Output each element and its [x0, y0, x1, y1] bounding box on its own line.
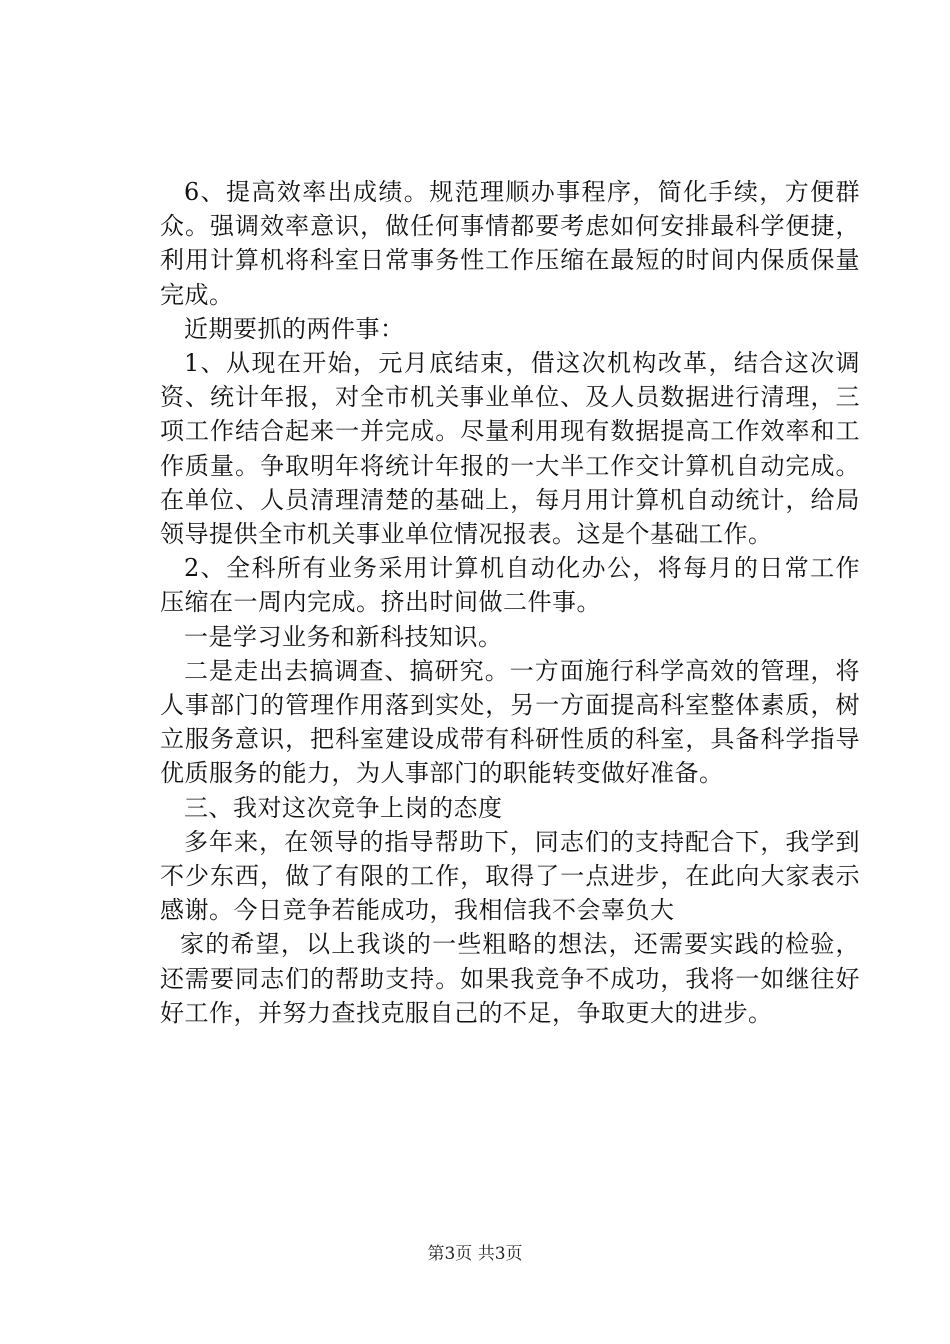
paragraph-thanks: 多年来，在领导的指导帮助下，同志们的支持配合下，我学到不少东西，做了有限的工作，取得了一点进步，在此向大家表示感谢。今日竞争若能成功，我相信我不会辜负大 [160, 827, 860, 925]
paragraph-efficiency: 6、提高效率出成绩。规范理顺办事程序，简化手续，方便群众。强调效率意识，做任何事情都要考虑如何安排最科学便捷，利用计算机将科室日常事务性工作压缩在最短的时间内保质保量完成。 [160, 178, 860, 309]
paragraph-closing: 家的希望，以上我谈的一些粗略的想法，还需要实践的检验，还需要同志们的帮助支持。如果我竞争不成功，我将一如继往好好工作，并努力查找克服自己的不足，争取更大的进步。 [160, 930, 860, 1027]
paragraph-two-tasks-heading: 近期要抓的两件事： [184, 314, 405, 343]
paragraph-task-two: 2、全科所有业务采用计算机自动化办公，将每月的日常工作压缩在一周内完成。挤出时间做二件事。 [160, 554, 860, 617]
document-body [160, 175, 860, 1030]
paragraph-task-one: 1、从现在开始，元月底结束，借这次机构改革，结合这次调资、统计年报，对全市机关事业单位、及人员数据进行清理，三项工作结合起来一并完成。尽量利用现有数据提高工作效率和工作质量。争取明年将统计年报的一大半工作交计算机自动完成。在单位、人员清理清楚的基础上，每月用计算机自动统计，给局领导提供全市机关事业单位情况报表。这是个基础工作。 [160, 349, 860, 549]
paragraph-research: 二是走出去搞调查、搞研究。一方面施行科学高效的管理，将人事部门的管理作用落到实处，另一方面提高科室整体素质，树立服务意识，把科室建设成带有科研性质的科室，具备科学指导优质服务的能力，为人事部门的职能转变做好准备。 [160, 656, 860, 788]
paragraph-study: 一是学习业务和新科技知识。 [184, 622, 503, 651]
paragraph-attitude-heading: 三、我对这次竞争上岗的态度 [184, 793, 503, 822]
page-footer: 第3页 共3页 [427, 1244, 523, 1264]
